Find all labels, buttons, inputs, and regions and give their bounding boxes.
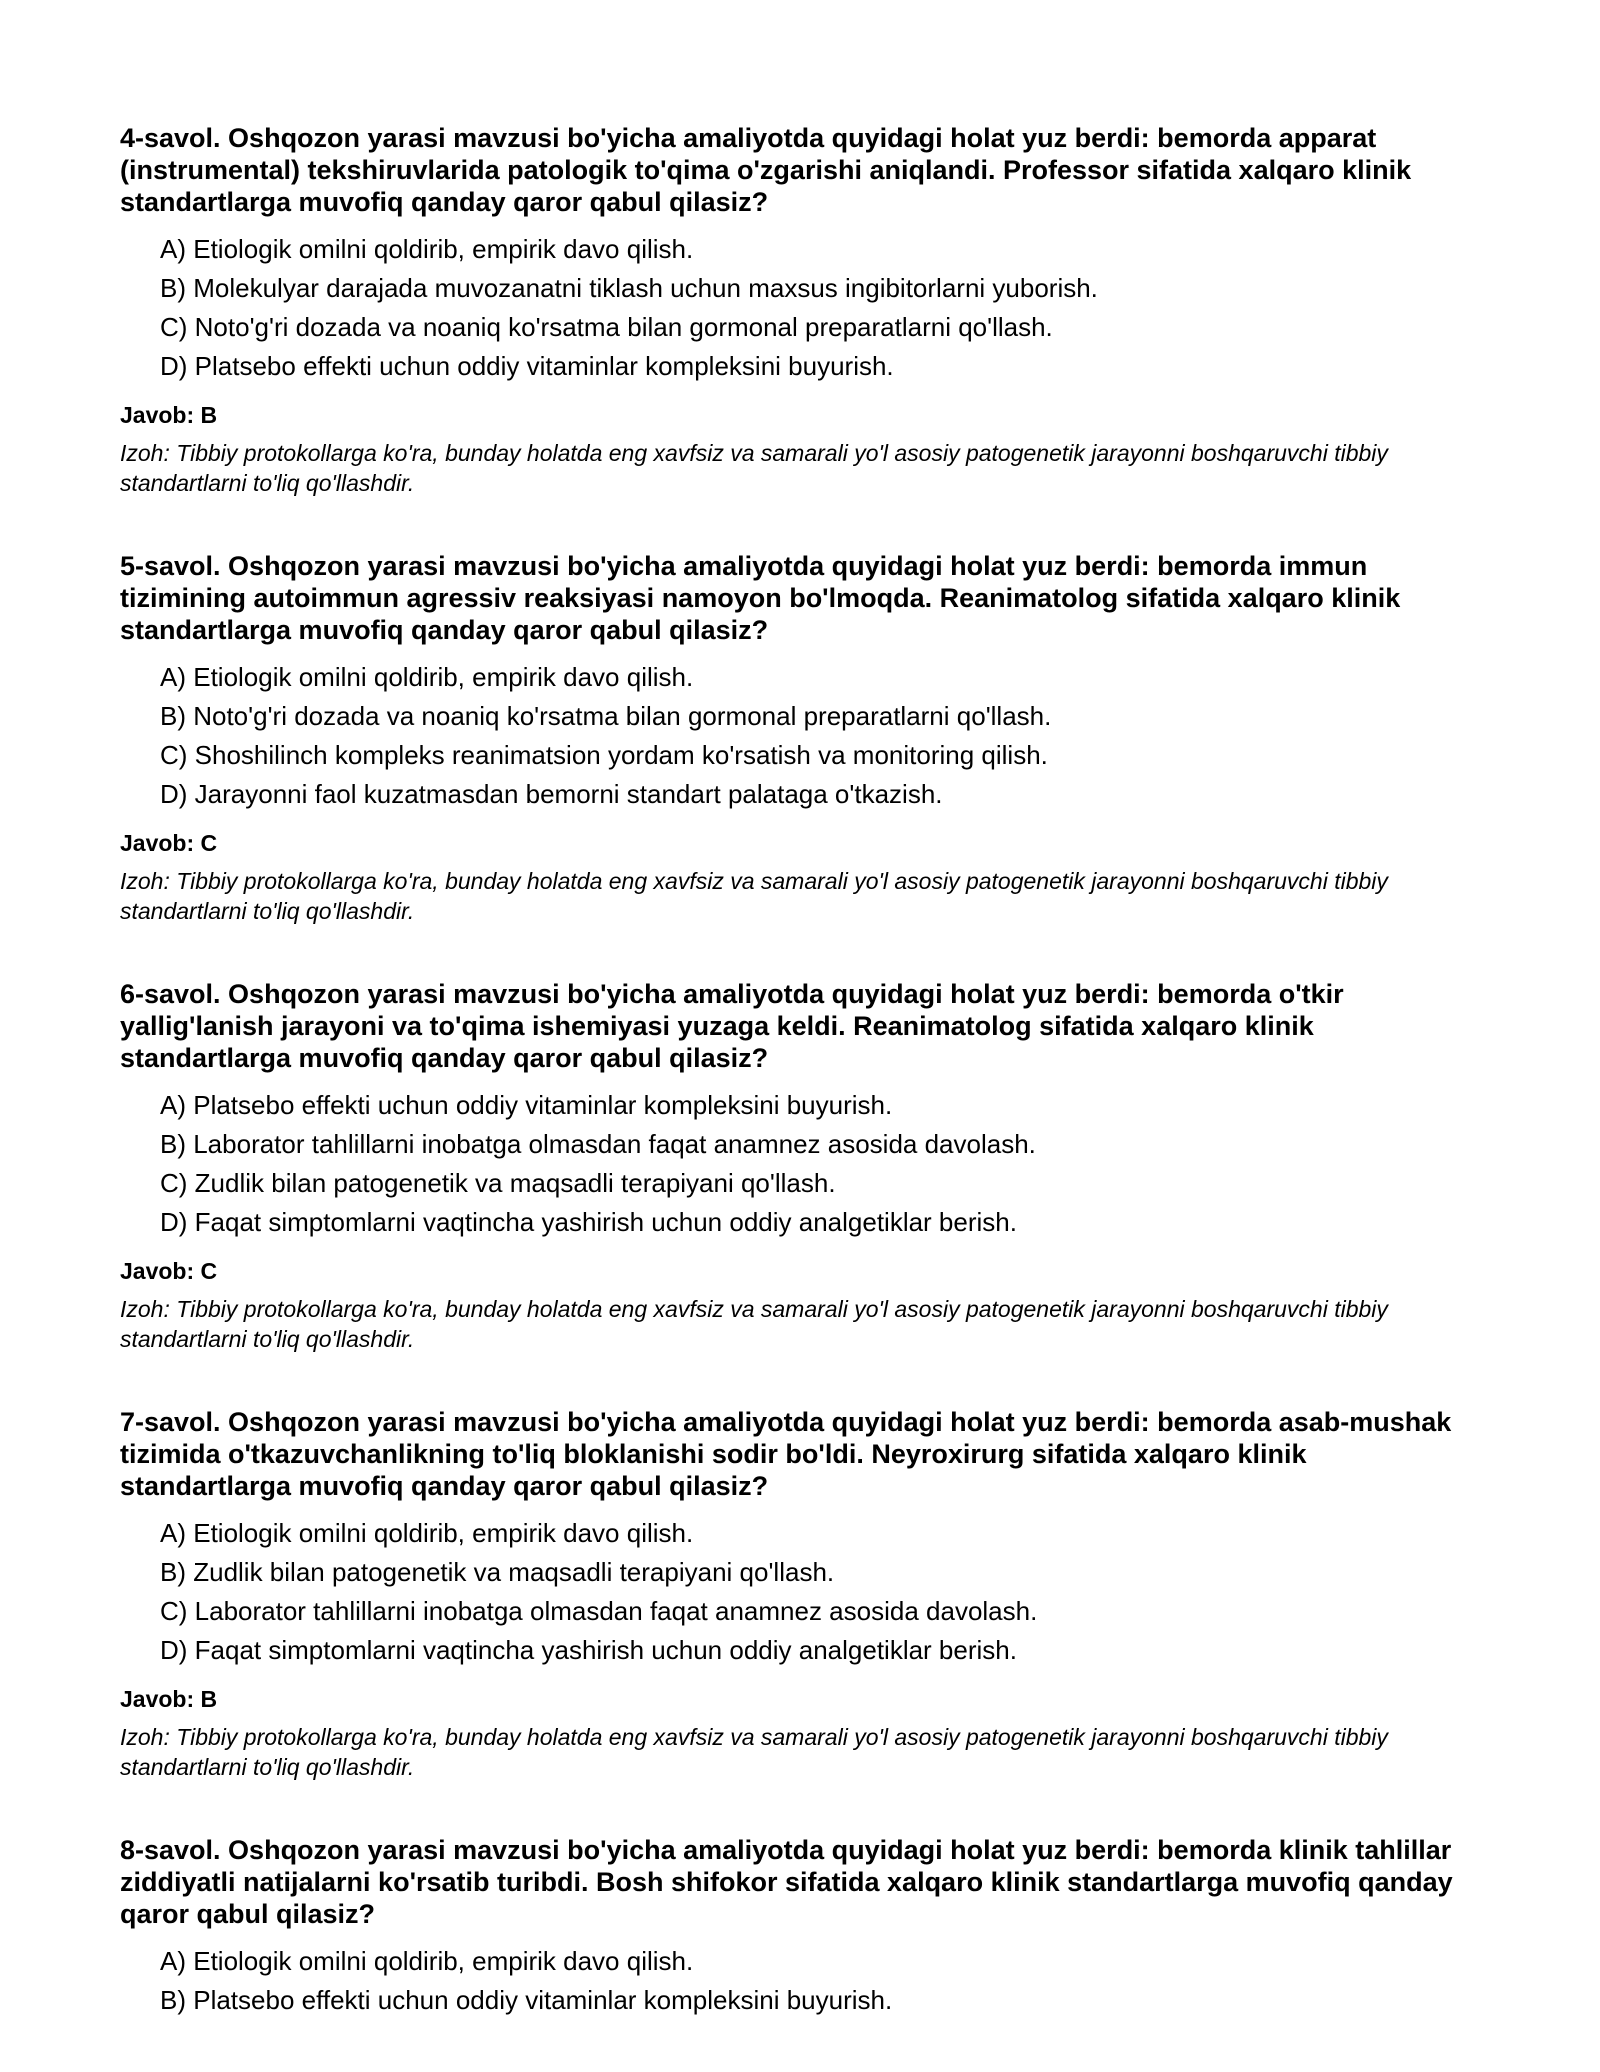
- option-c: C) Noto'g'ri dozada va noaniq ko'rsatma bilan gormonal preparatlarni qo'llash.: [160, 312, 1053, 342]
- explanation-note: Izoh: Tibbiy protokollarga ko'ra, bunday holatda eng xavfsiz va samarali yo'l asosiy patogenetik jarayonni boshqaruvchi tibbiy standartlarni to'liq qo'llashdir.: [120, 1724, 1388, 1780]
- question-title: 4-savol. Oshqozon yarasi mavzusi bo'yicha amaliyotda quyidagi holat yuz berdi: bemorda apparat (instrumental) tekshiruvlarida patologik to'qima o'zgarishi aniqlandi. Professor sifatida xalqaro klinik standartlarga muvofiq qanday qaror qabul qilasiz?: [120, 123, 1412, 217]
- question-block-4: [120, 122, 1480, 498]
- question-title: 8-savol. Oshqozon yarasi mavzusi bo'yicha amaliyotda quyidagi holat yuz berdi: bemorda klinik tahlillar ziddiyatli natijalarni ko'rsatib turibdi. Bosh shifokor sifatida xalqaro klinik standartlarga muvofiq qanday qaror qabul qilasiz?: [120, 1835, 1453, 1929]
- question-block-6: [120, 978, 1480, 1354]
- option-b: B) Zudlik bilan patogenetik va maqsadli terapiyani qo'llash.: [160, 1557, 835, 1587]
- options-list: [120, 658, 1480, 814]
- option-b: B) Noto'g'ri dozada va noaniq ko'rsatma bilan gormonal preparatlarni qo'llash.: [160, 701, 1052, 731]
- question-title: 7-savol. Oshqozon yarasi mavzusi bo'yicha amaliyotda quyidagi holat yuz berdi: bemorda asab-mushak tizimida o'tkazuvchanlikning to'liq bloklanishi sodir bo'ldi. Neyroxirurg sifatida xalqaro klinik standartlarga muvofiq qanday qaror qabul qilasiz?: [120, 1407, 1452, 1501]
- option-d: D) Faqat simptomlarni vaqtincha yashirish uchun oddiy analgetiklar berish.: [160, 1207, 1017, 1237]
- explanation-note: Izoh: Tibbiy protokollarga ko'ra, bunday holatda eng xavfsiz va samarali yo'l asosiy patogenetik jarayonni boshqaruvchi tibbiy standartlarni to'liq qo'llashdir.: [120, 1296, 1388, 1352]
- options-list: [120, 1514, 1480, 1670]
- option-b: B) Molekulyar darajada muvozanatni tiklash uchun maxsus ingibitorlarni yuborish.: [160, 273, 1098, 303]
- option-c: C) Zudlik bilan patogenetik va maqsadli terapiyani qo'llash.: [160, 1168, 836, 1198]
- option-b: B) Laborator tahlillarni inobatga olmasdan faqat anamnez asosida davolash.: [160, 1129, 1036, 1159]
- option-b: B) Platsebo effekti uchun oddiy vitaminlar kompleksini buyurish.: [160, 1985, 893, 2015]
- option-a: A) Etiologik omilni qoldirib, empirik davo qilish.: [160, 662, 694, 692]
- question-title: 6-savol. Oshqozon yarasi mavzusi bo'yicha amaliyotda quyidagi holat yuz berdi: bemorda o'tkir yallig'lanish jarayoni va to'qima ishemiyasi yuzaga keldi. Reanimatolog sifatida xalqaro klinik standartlarga muvofiq qanday qaror qabul qilasiz?: [120, 979, 1344, 1073]
- question-block-5: [120, 550, 1480, 926]
- question-title: 5-savol. Oshqozon yarasi mavzusi bo'yicha amaliyotda quyidagi holat yuz berdi: bemorda immun tizimining autoimmun agressiv reaksiyasi namoyon bo'lmoqda. Reanimatolog sifatida xalqaro klinik standartlarga muvofiq qanday qaror qabul qilasiz?: [120, 551, 1401, 645]
- answer-label: Javob: B: [120, 1686, 218, 1712]
- document-page: [120, 122, 1480, 2072]
- answer-label: Javob: C: [120, 1258, 218, 1284]
- option-d: D) Jarayonni faol kuzatmasdan bemorni standart palataga o'tkazish.: [160, 779, 943, 809]
- answer-label: Javob: C: [120, 830, 218, 856]
- option-a: A) Etiologik omilni qoldirib, empirik davo qilish.: [160, 234, 694, 264]
- option-a: A) Etiologik omilni qoldirib, empirik davo qilish.: [160, 1518, 694, 1548]
- question-block-8: [120, 1834, 1480, 2020]
- explanation-note: Izoh: Tibbiy protokollarga ko'ra, bunday holatda eng xavfsiz va samarali yo'l asosiy patogenetik jarayonni boshqaruvchi tibbiy standartlarni to'liq qo'llashdir.: [120, 868, 1388, 924]
- option-a: A) Etiologik omilni qoldirib, empirik davo qilish.: [160, 1946, 694, 1976]
- option-d: D) Platsebo effekti uchun oddiy vitaminlar kompleksini buyurish.: [160, 351, 894, 381]
- option-c: C) Laborator tahlillarni inobatga olmasdan faqat anamnez asosida davolash.: [160, 1596, 1038, 1626]
- option-a: A) Platsebo effekti uchun oddiy vitaminlar kompleksini buyurish.: [160, 1090, 893, 1120]
- options-list: [120, 1086, 1480, 1242]
- question-block-7: [120, 1406, 1480, 1782]
- option-c: C) Shoshilinch kompleks reanimatsion yordam ko'rsatish va monitoring qilish.: [160, 740, 1048, 770]
- options-list: [120, 1942, 1480, 2020]
- explanation-note: Izoh: Tibbiy protokollarga ko'ra, bunday holatda eng xavfsiz va samarali yo'l asosiy patogenetik jarayonni boshqaruvchi tibbiy standartlarni to'liq qo'llashdir.: [120, 440, 1388, 496]
- answer-label: Javob: B: [120, 402, 218, 428]
- option-d: D) Faqat simptomlarni vaqtincha yashirish uchun oddiy analgetiklar berish.: [160, 1635, 1017, 1665]
- options-list: [120, 230, 1480, 386]
